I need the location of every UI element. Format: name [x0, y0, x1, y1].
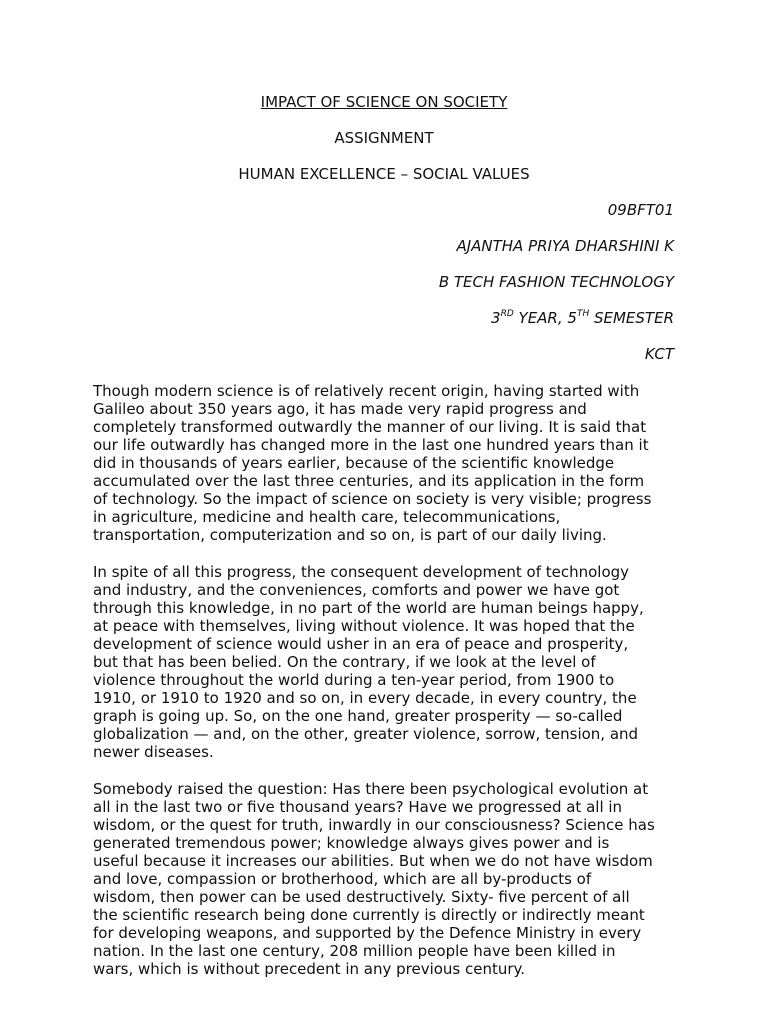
paragraph-line: at peace with themselves, living without violence. It was hoped that the [93, 617, 635, 635]
semester-suffix: TH [576, 309, 590, 319]
paragraph-line: useful because it increases our abilities. But when we do not have wisdom [93, 852, 653, 870]
year-semester [491, 309, 674, 327]
year-suffix: RD [500, 309, 514, 319]
paragraph-1 [93, 382, 683, 544]
paragraph-line: transportation, computerization and so on, is part of our daily living. [93, 526, 607, 544]
paragraph-line: development of science would usher in an era of peace and prosperity, [93, 635, 629, 653]
paragraph-line: for developing weapons, and supported by the Defence Ministry in every [93, 924, 642, 942]
paragraph-3 [93, 780, 683, 978]
paragraph-line: wars, which is without precedent in any previous century. [93, 960, 526, 978]
assignment-label: ASSIGNMENT [334, 129, 434, 147]
paragraph-line: through this knowledge, in no part of the world are human beings happy, [93, 599, 644, 617]
student-name: AJANTHA PRIYA DHARSHINI K [456, 237, 674, 255]
paragraph-line: our life outwardly has changed more in the last one hundred years than it [93, 436, 649, 454]
paragraph-line: but that has been belied. On the contrary, if we look at the level of [93, 653, 596, 671]
paragraph-line: did in thousands of years earlier, because of the scientific knowledge [93, 454, 615, 472]
paragraph-line: all in the last two or five thousand years? Have we progressed at all in [93, 798, 623, 816]
paragraph-line: and industry, and the conveniences, comforts and power we have got [93, 581, 620, 599]
year-number: 3 [491, 309, 501, 327]
paragraph-line: globalization — and, on the other, greater violence, sorrow, tension, and [93, 725, 639, 743]
semester-word: SEMESTER [589, 309, 674, 327]
paragraph-line: and love, compassion or brotherhood, which are all by-products of [93, 870, 592, 888]
paragraph-line: wisdom, or the quest for truth, inwardly in our consciousness? Science has [93, 816, 655, 834]
paragraph-line: newer diseases. [93, 743, 214, 761]
year-word: YEAR, [513, 309, 568, 327]
paragraph-line: accumulated over the last three centuries, and its application in the form [93, 472, 645, 490]
paragraph-line: nation. In the last one century, 208 million people have been killed in [93, 942, 616, 960]
paragraph-line: generated tremendous power; knowledge always gives power and is [93, 834, 610, 852]
paragraph-line: Though modern science is of relatively recent origin, having started with [93, 382, 640, 400]
paragraph-line: Somebody raised the question: Has there been psychological evolution at [93, 780, 649, 798]
paragraph-line: in agriculture, medicine and health care, telecommunications, [93, 508, 561, 526]
document-title: IMPACT OF SCIENCE ON SOCIETY [260, 93, 508, 111]
course-name: HUMAN EXCELLENCE – SOCIAL VALUES [238, 165, 530, 183]
roll-number: 09BFT01 [607, 201, 674, 219]
paragraph-2 [93, 563, 683, 761]
paragraph-line: wisdom, then power can be used destructively. Sixty- five percent of all [93, 888, 630, 906]
semester-number: 5 [567, 309, 577, 327]
paragraph-line: In spite of all this progress, the consequent development of technology [93, 563, 630, 581]
paragraph-line: completely transformed outwardly the manner of our living. It is said that [93, 418, 647, 436]
paragraph-line: graph is going up. So, on the one hand, greater prosperity — so-called [93, 707, 623, 725]
institution-name: KCT [644, 345, 674, 363]
paragraph-line: the scientific research being done currently is directly or indirectly meant [93, 906, 645, 924]
paragraph-line: 1910, or 1910 to 1920 and so on, in every decade, in every country, the [93, 689, 637, 707]
paragraph-line: of technology. So the impact of science on society is very visible; progress [93, 490, 652, 508]
paragraph-line: violence throughout the world during a ten-year period, from 1900 to [93, 671, 615, 689]
program-name: B TECH FASHION TECHNOLOGY [438, 273, 674, 291]
paragraph-line: Galileo about 350 years ago, it has made very rapid progress and [93, 400, 587, 418]
